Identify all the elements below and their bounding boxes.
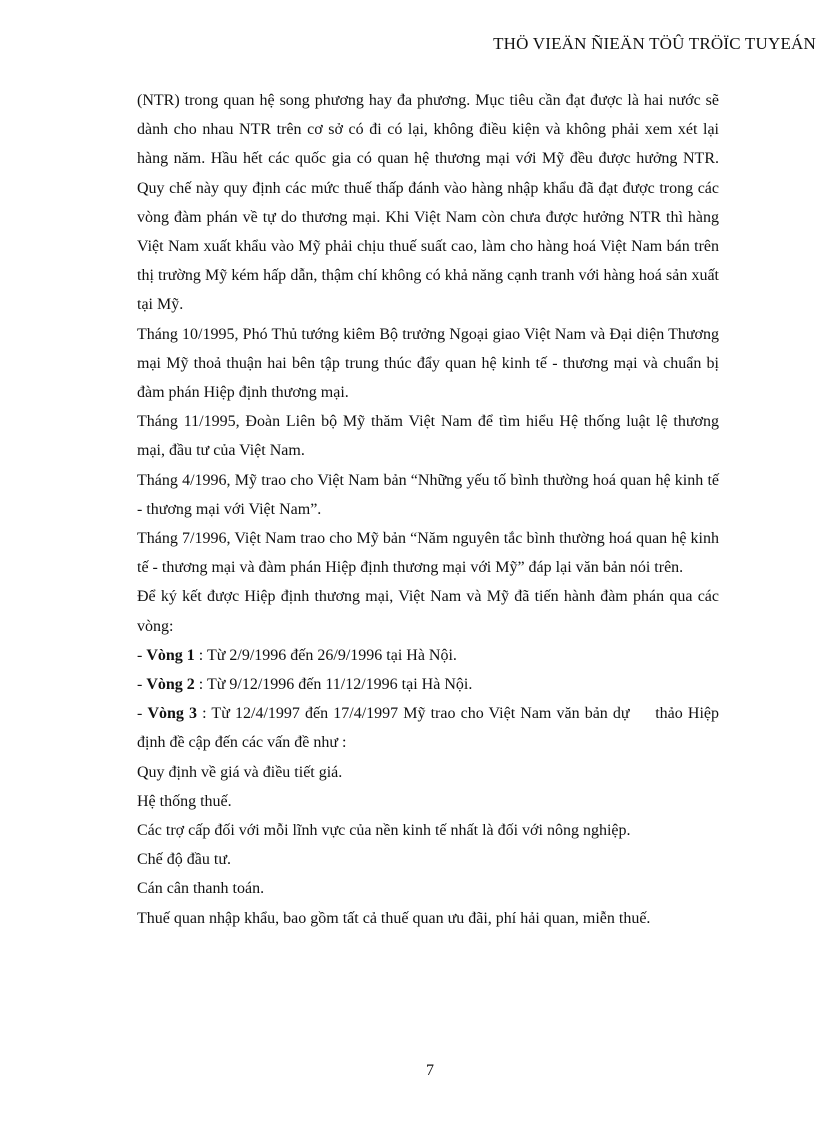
- round-label: Vòng 1: [146, 646, 195, 664]
- round-text: : Từ 12/4/1997 đến 17/4/1997 Mỹ trao cho Việt Nam văn bản dự thảo Hiệp định đề cập đến các vấn đề như :: [137, 705, 724, 752]
- round-prefix: -: [137, 646, 147, 664]
- round-text: : Từ 2/9/1996 đến 26/9/1996 tại Hà Nội.: [194, 646, 457, 664]
- round-prefix: -: [137, 705, 148, 723]
- paragraph: Tháng 7/1996, Việt Nam trao cho Mỹ bản “Năm nguyên tắc bình thường hoá quan hệ kinh tế - thương mại và đàm phán Hiệp định thương mại với Mỹ” đáp lại văn bản nói trên.: [137, 530, 719, 577]
- round-label: Vòng 2: [146, 676, 195, 694]
- negotiation-round: [137, 699, 724, 757]
- paragraph: Tháng 4/1996, Mỹ trao cho Việt Nam bản “Những yếu tố bình thường hoá quan hệ kinh tế - thương mại với Việt Nam”.: [137, 471, 719, 518]
- paragraph: Để ký kết được Hiệp định thương mại, Việt Nam và Mỹ đã tiến hành đàm phán qua các vòng:: [137, 588, 719, 635]
- issue-item: Hệ thống thuế.: [137, 792, 232, 810]
- negotiation-round: [137, 641, 719, 670]
- issue-item: Quy định về giá và điều tiết giá.: [137, 763, 343, 781]
- issue-item: Chế độ đầu tư.: [137, 851, 231, 869]
- document-body: [137, 86, 724, 933]
- negotiation-round: [137, 670, 719, 699]
- issue-item: Thuế quan nhập khẩu, bao gồm tất cả thuế quan ưu đãi, phí hải quan, miễn thuế.: [137, 909, 651, 927]
- paragraph: Tháng 10/1995, Phó Thủ tướng kiêm Bộ trưởng Ngoại giao Việt Nam và Đại diện Thương mại Mỹ thoả thuận hai bên tập trung thúc đẩy quan hệ kinh tế - thương mại và chuẩn bị đàm phán Hiệp định thương mại.: [137, 325, 719, 402]
- paragraph: (NTR) trong quan hệ song phương hay đa phương. Mục tiêu cần đạt được là hai nước sẽ dành cho nhau NTR trên cơ sở có đi có lại, không điều kiện và không phải xem xét lại hàng năm. Hầu hết các quốc gia có quan hệ thương mại với Mỹ đều được hưởng NTR. Quy chế này quy định các mức thuế thấp đánh vào hàng nhập khẩu đã đạt được trong các vòng đàm phán về tự do thương mại. Khi Việt Nam còn chưa được hưởng NTR thì hàng Việt Nam xuất khẩu vào Mỹ phải chịu thuế suất cao, làm cho hàng hoá Việt Nam bán trên thị trường Mỹ kém hấp dẫn, thậm chí không có khả năng cạnh tranh với hàng hoá sản xuất tại Mỹ.: [137, 92, 719, 314]
- page-number: 7: [426, 1062, 434, 1079]
- paragraph: Tháng 11/1995, Đoàn Liên bộ Mỹ thăm Việt Nam để tìm hiểu Hệ thống luật lệ thương mại, đầu tư của Việt Nam.: [137, 413, 719, 460]
- round-text: : Từ 9/12/1996 đến 11/12/1996 tại Hà Nội.: [194, 676, 473, 694]
- running-header: THÖ VIEÄN ÑIEÄN TÖÛ TRÖÏC TUYEÁN: [493, 34, 816, 53]
- round-prefix: -: [137, 676, 147, 694]
- round-label: Vòng 3: [147, 705, 198, 723]
- issue-item: Các trợ cấp đối với mỗi lĩnh vực của nền kinh tế nhất là đối với nông nghiệp.: [137, 822, 631, 840]
- issue-item: Cán cân thanh toán.: [137, 880, 265, 898]
